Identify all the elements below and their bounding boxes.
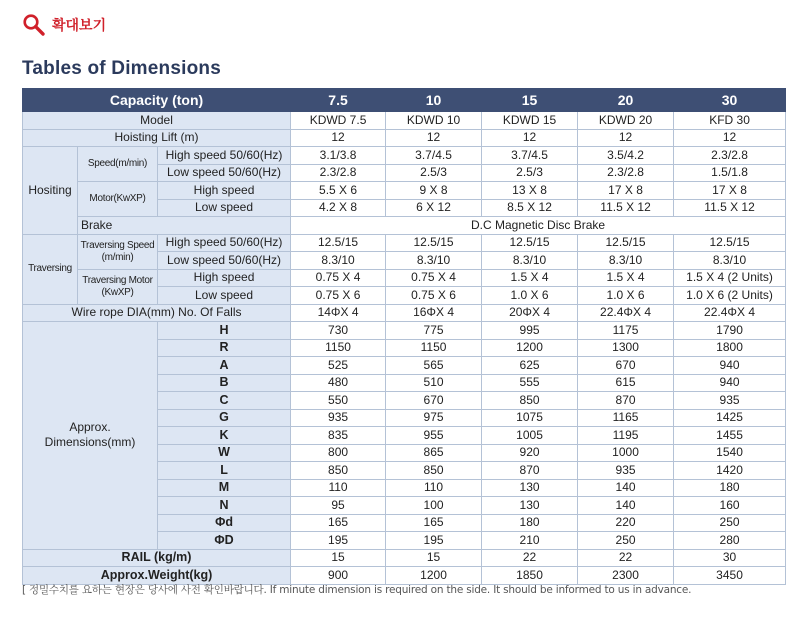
- table-cell: 12.5/15: [578, 234, 674, 252]
- table-cell: 870: [578, 392, 674, 410]
- condition-label: Low speed: [158, 199, 291, 217]
- table-cell: 1000: [578, 444, 674, 462]
- table-cell: 2.3/2.8: [291, 164, 386, 182]
- page-title: Tables of Dimensions: [22, 58, 221, 79]
- table-cell: 165: [291, 514, 386, 532]
- brake-value: D.C Magnetic Disc Brake: [291, 217, 786, 235]
- row-label-wire-rope: Wire rope DIA(mm) No. Of Falls: [23, 304, 291, 322]
- table-cell: 100: [386, 497, 482, 515]
- table-cell: 220: [578, 514, 674, 532]
- table-cell: KDWD 7.5: [291, 112, 386, 130]
- table-cell: 0.75 X 4: [386, 269, 482, 287]
- table-cell: 800: [291, 444, 386, 462]
- table-cell: 8.3/10: [578, 252, 674, 270]
- dimension-letter: M: [158, 479, 291, 497]
- table-cell: 935: [578, 462, 674, 480]
- table-cell: 1150: [291, 339, 386, 357]
- table-cell: 160: [674, 497, 786, 515]
- table-cell: 1420: [674, 462, 786, 480]
- table-cell: 30: [674, 549, 786, 567]
- table-row-wire-rope: [23, 304, 786, 322]
- table-cell: 17 X 8: [674, 182, 786, 200]
- table-cell: 22.4ΦX 4: [674, 304, 786, 322]
- table-cell: 1800: [674, 339, 786, 357]
- capacity-value: 10: [386, 89, 482, 112]
- table-cell: 565: [386, 357, 482, 375]
- table-cell: 670: [386, 392, 482, 410]
- table-row-brake: [23, 217, 786, 235]
- dimension-letter: G: [158, 409, 291, 427]
- zoom-label: 확대보기: [52, 18, 107, 34]
- table-row-traversing: [23, 234, 786, 252]
- footnote: [ 정밀수치를 요하는 현장은 당사에 사전 확인바랍니다. If minute dimension is required on the side. It should be informed to us in advance.: [22, 584, 692, 596]
- table-cell: 6 X 12: [386, 199, 482, 217]
- sub-label-motor: Traversing Motor (KwXP): [78, 269, 158, 304]
- condition-label: Low speed 50/60(Hz): [158, 252, 291, 270]
- table-cell: 1.5 X 4: [482, 269, 578, 287]
- group-label-hoisting: Hositing: [23, 147, 78, 235]
- table-cell: 870: [482, 462, 578, 480]
- table-cell: 3.5/4.2: [578, 147, 674, 165]
- table-cell: 14ΦX 4: [291, 304, 386, 322]
- table-cell: 1540: [674, 444, 786, 462]
- table-cell: 850: [291, 462, 386, 480]
- table-cell: 12: [386, 129, 482, 147]
- table-cell: 955: [386, 427, 482, 445]
- table-cell: 165: [386, 514, 482, 532]
- table-cell: 1195: [578, 427, 674, 445]
- table-cell: 8.3/10: [291, 252, 386, 270]
- table-cell: 8.5 X 12: [482, 199, 578, 217]
- table-cell: 775: [386, 322, 482, 340]
- table-cell: 195: [386, 532, 482, 550]
- table-cell: 1850: [482, 567, 578, 585]
- sub-label-speed: Speed(m/min): [78, 147, 158, 182]
- table-cell: 1.0 X 6: [578, 287, 674, 305]
- table-cell: 0.75 X 6: [386, 287, 482, 305]
- table-cell: 12.5/15: [386, 234, 482, 252]
- table-cell: 11.5 X 12: [674, 199, 786, 217]
- table-cell: 940: [674, 374, 786, 392]
- dimension-letter: K: [158, 427, 291, 445]
- table-cell: 5.5 X 6: [291, 182, 386, 200]
- table-cell: 995: [482, 322, 578, 340]
- capacity-value: 15: [482, 89, 578, 112]
- table-cell: KDWD 20: [578, 112, 674, 130]
- table-cell: 15: [291, 549, 386, 567]
- row-label-model: Model: [23, 112, 291, 130]
- table-cell: 0.75 X 6: [291, 287, 386, 305]
- table-row-model: [23, 112, 786, 130]
- table-cell: 8.3/10: [674, 252, 786, 270]
- table-cell: 16ΦX 4: [386, 304, 482, 322]
- group-label-traversing: Traversing: [23, 234, 78, 304]
- table-cell: 1075: [482, 409, 578, 427]
- table-cell: 8.3/10: [386, 252, 482, 270]
- table-cell: 12: [291, 129, 386, 147]
- capacity-header: Capacity (ton): [23, 89, 291, 112]
- dimension-letter: B: [158, 374, 291, 392]
- table-cell: 2.3/2.8: [578, 164, 674, 182]
- table-cell: 13 X 8: [482, 182, 578, 200]
- table-cell: 110: [386, 479, 482, 497]
- table-cell: 22.4ΦX 4: [578, 304, 674, 322]
- table-cell: 9 X 8: [386, 182, 482, 200]
- condition-label: High speed 50/60(Hz): [158, 147, 291, 165]
- zoom-button[interactable]: [22, 12, 106, 38]
- table-cell: 510: [386, 374, 482, 392]
- capacity-value: 30: [674, 89, 786, 112]
- group-label-dimensions: Approx. Dimensions(mm): [23, 322, 158, 550]
- table-cell: KDWD 10: [386, 112, 482, 130]
- table-cell: 1.5 X 4: [578, 269, 674, 287]
- table-cell: 1.5/1.8: [674, 164, 786, 182]
- table-cell: 1425: [674, 409, 786, 427]
- dimension-letter: A: [158, 357, 291, 375]
- dimension-letter: W: [158, 444, 291, 462]
- dimension-letter: ΦD: [158, 532, 291, 550]
- table-cell: 1455: [674, 427, 786, 445]
- table-cell: 550: [291, 392, 386, 410]
- table-cell: 940: [674, 357, 786, 375]
- table-cell: 625: [482, 357, 578, 375]
- table-cell: 12: [482, 129, 578, 147]
- dimension-letter: C: [158, 392, 291, 410]
- table-cell: 95: [291, 497, 386, 515]
- table-cell: 1005: [482, 427, 578, 445]
- table-cell: 12: [578, 129, 674, 147]
- table-cell: KDWD 15: [482, 112, 578, 130]
- table-cell: 210: [482, 532, 578, 550]
- table-cell: 12.5/15: [482, 234, 578, 252]
- table-cell: 1.0 X 6: [482, 287, 578, 305]
- table-cell: 0.75 X 4: [291, 269, 386, 287]
- condition-label: High speed: [158, 269, 291, 287]
- table-cell: 2300: [578, 567, 674, 585]
- table-cell: 20ΦX 4: [482, 304, 578, 322]
- table-cell: 1150: [386, 339, 482, 357]
- table-cell: 865: [386, 444, 482, 462]
- table-cell: 1790: [674, 322, 786, 340]
- table-cell: 11.5 X 12: [578, 199, 674, 217]
- table-cell: 22: [578, 549, 674, 567]
- table-cell: 195: [291, 532, 386, 550]
- table-cell: 3.1/3.8: [291, 147, 386, 165]
- table-cell: 12.5/15: [291, 234, 386, 252]
- capacity-value: 20: [578, 89, 674, 112]
- table-cell: 835: [291, 427, 386, 445]
- dimension-letter: R: [158, 339, 291, 357]
- table-cell: 850: [482, 392, 578, 410]
- table-cell: 17 X 8: [578, 182, 674, 200]
- table-cell: 900: [291, 567, 386, 585]
- table-cell: 670: [578, 357, 674, 375]
- row-label-rail: RAIL (kg/m): [23, 549, 291, 567]
- table-row-hoisting: [23, 182, 786, 200]
- condition-label: High speed: [158, 182, 291, 200]
- table-cell: 525: [291, 357, 386, 375]
- table-row-traversing: [23, 269, 786, 287]
- table-cell: 280: [674, 532, 786, 550]
- magnifier-icon: [22, 13, 46, 37]
- row-label-hoisting-lift: Hoisting Lift (m): [23, 129, 291, 147]
- dimension-letter: L: [158, 462, 291, 480]
- dimension-letter: N: [158, 497, 291, 515]
- table-cell: 920: [482, 444, 578, 462]
- table-cell: 615: [578, 374, 674, 392]
- table-cell: 180: [674, 479, 786, 497]
- table-cell: 1.5 X 4 (2 Units): [674, 269, 786, 287]
- table-cell: 110: [291, 479, 386, 497]
- table-cell: 1165: [578, 409, 674, 427]
- table-cell: 1175: [578, 322, 674, 340]
- table-cell: 555: [482, 374, 578, 392]
- table-cell: 850: [386, 462, 482, 480]
- table-cell: 12.5/15: [674, 234, 786, 252]
- table-cell: 4.2 X 8: [291, 199, 386, 217]
- capacity-value: 7.5: [291, 89, 386, 112]
- table-cell: 1200: [482, 339, 578, 357]
- table-cell: 1.0 X 6 (2 Units): [674, 287, 786, 305]
- dimension-letter: Φd: [158, 514, 291, 532]
- dimension-letter: H: [158, 322, 291, 340]
- table-cell: 12: [674, 129, 786, 147]
- condition-label: Low speed 50/60(Hz): [158, 164, 291, 182]
- table-cell: 15: [386, 549, 482, 567]
- table-cell: 1300: [578, 339, 674, 357]
- table-cell: 140: [578, 479, 674, 497]
- table-cell: 935: [291, 409, 386, 427]
- dimensions-table: [22, 88, 786, 585]
- table-cell: 130: [482, 479, 578, 497]
- table-cell: 2.5/3: [386, 164, 482, 182]
- table-cell: 2.3/2.8: [674, 147, 786, 165]
- table-row-rail: [23, 549, 786, 567]
- table-cell: 250: [674, 514, 786, 532]
- table-cell: 1200: [386, 567, 482, 585]
- table-cell: 480: [291, 374, 386, 392]
- table-cell: 2.5/3: [482, 164, 578, 182]
- condition-label: Low speed: [158, 287, 291, 305]
- table-cell: 180: [482, 514, 578, 532]
- table-cell: 975: [386, 409, 482, 427]
- condition-label: High speed 50/60(Hz): [158, 234, 291, 252]
- table-cell: KFD 30: [674, 112, 786, 130]
- capacity-header-row: [23, 89, 786, 112]
- table-cell: 130: [482, 497, 578, 515]
- row-label-weight: Approx.Weight(kg): [23, 567, 291, 585]
- table-cell: 935: [674, 392, 786, 410]
- table-cell: 250: [578, 532, 674, 550]
- table-cell: 3.7/4.5: [386, 147, 482, 165]
- row-label-brake: Brake: [78, 217, 291, 235]
- table-row-hoisting-lift: [23, 129, 786, 147]
- table-row-dimension: [23, 322, 786, 340]
- table-cell: 140: [578, 497, 674, 515]
- table-cell: 22: [482, 549, 578, 567]
- table-cell: 3.7/4.5: [482, 147, 578, 165]
- table-cell: 730: [291, 322, 386, 340]
- table-cell: 8.3/10: [482, 252, 578, 270]
- table-cell: 3450: [674, 567, 786, 585]
- sub-label-speed: Traversing Speed (m/min): [78, 234, 158, 269]
- sub-label-motor: Motor(KwXP): [78, 182, 158, 217]
- table-row-hoisting: [23, 147, 786, 165]
